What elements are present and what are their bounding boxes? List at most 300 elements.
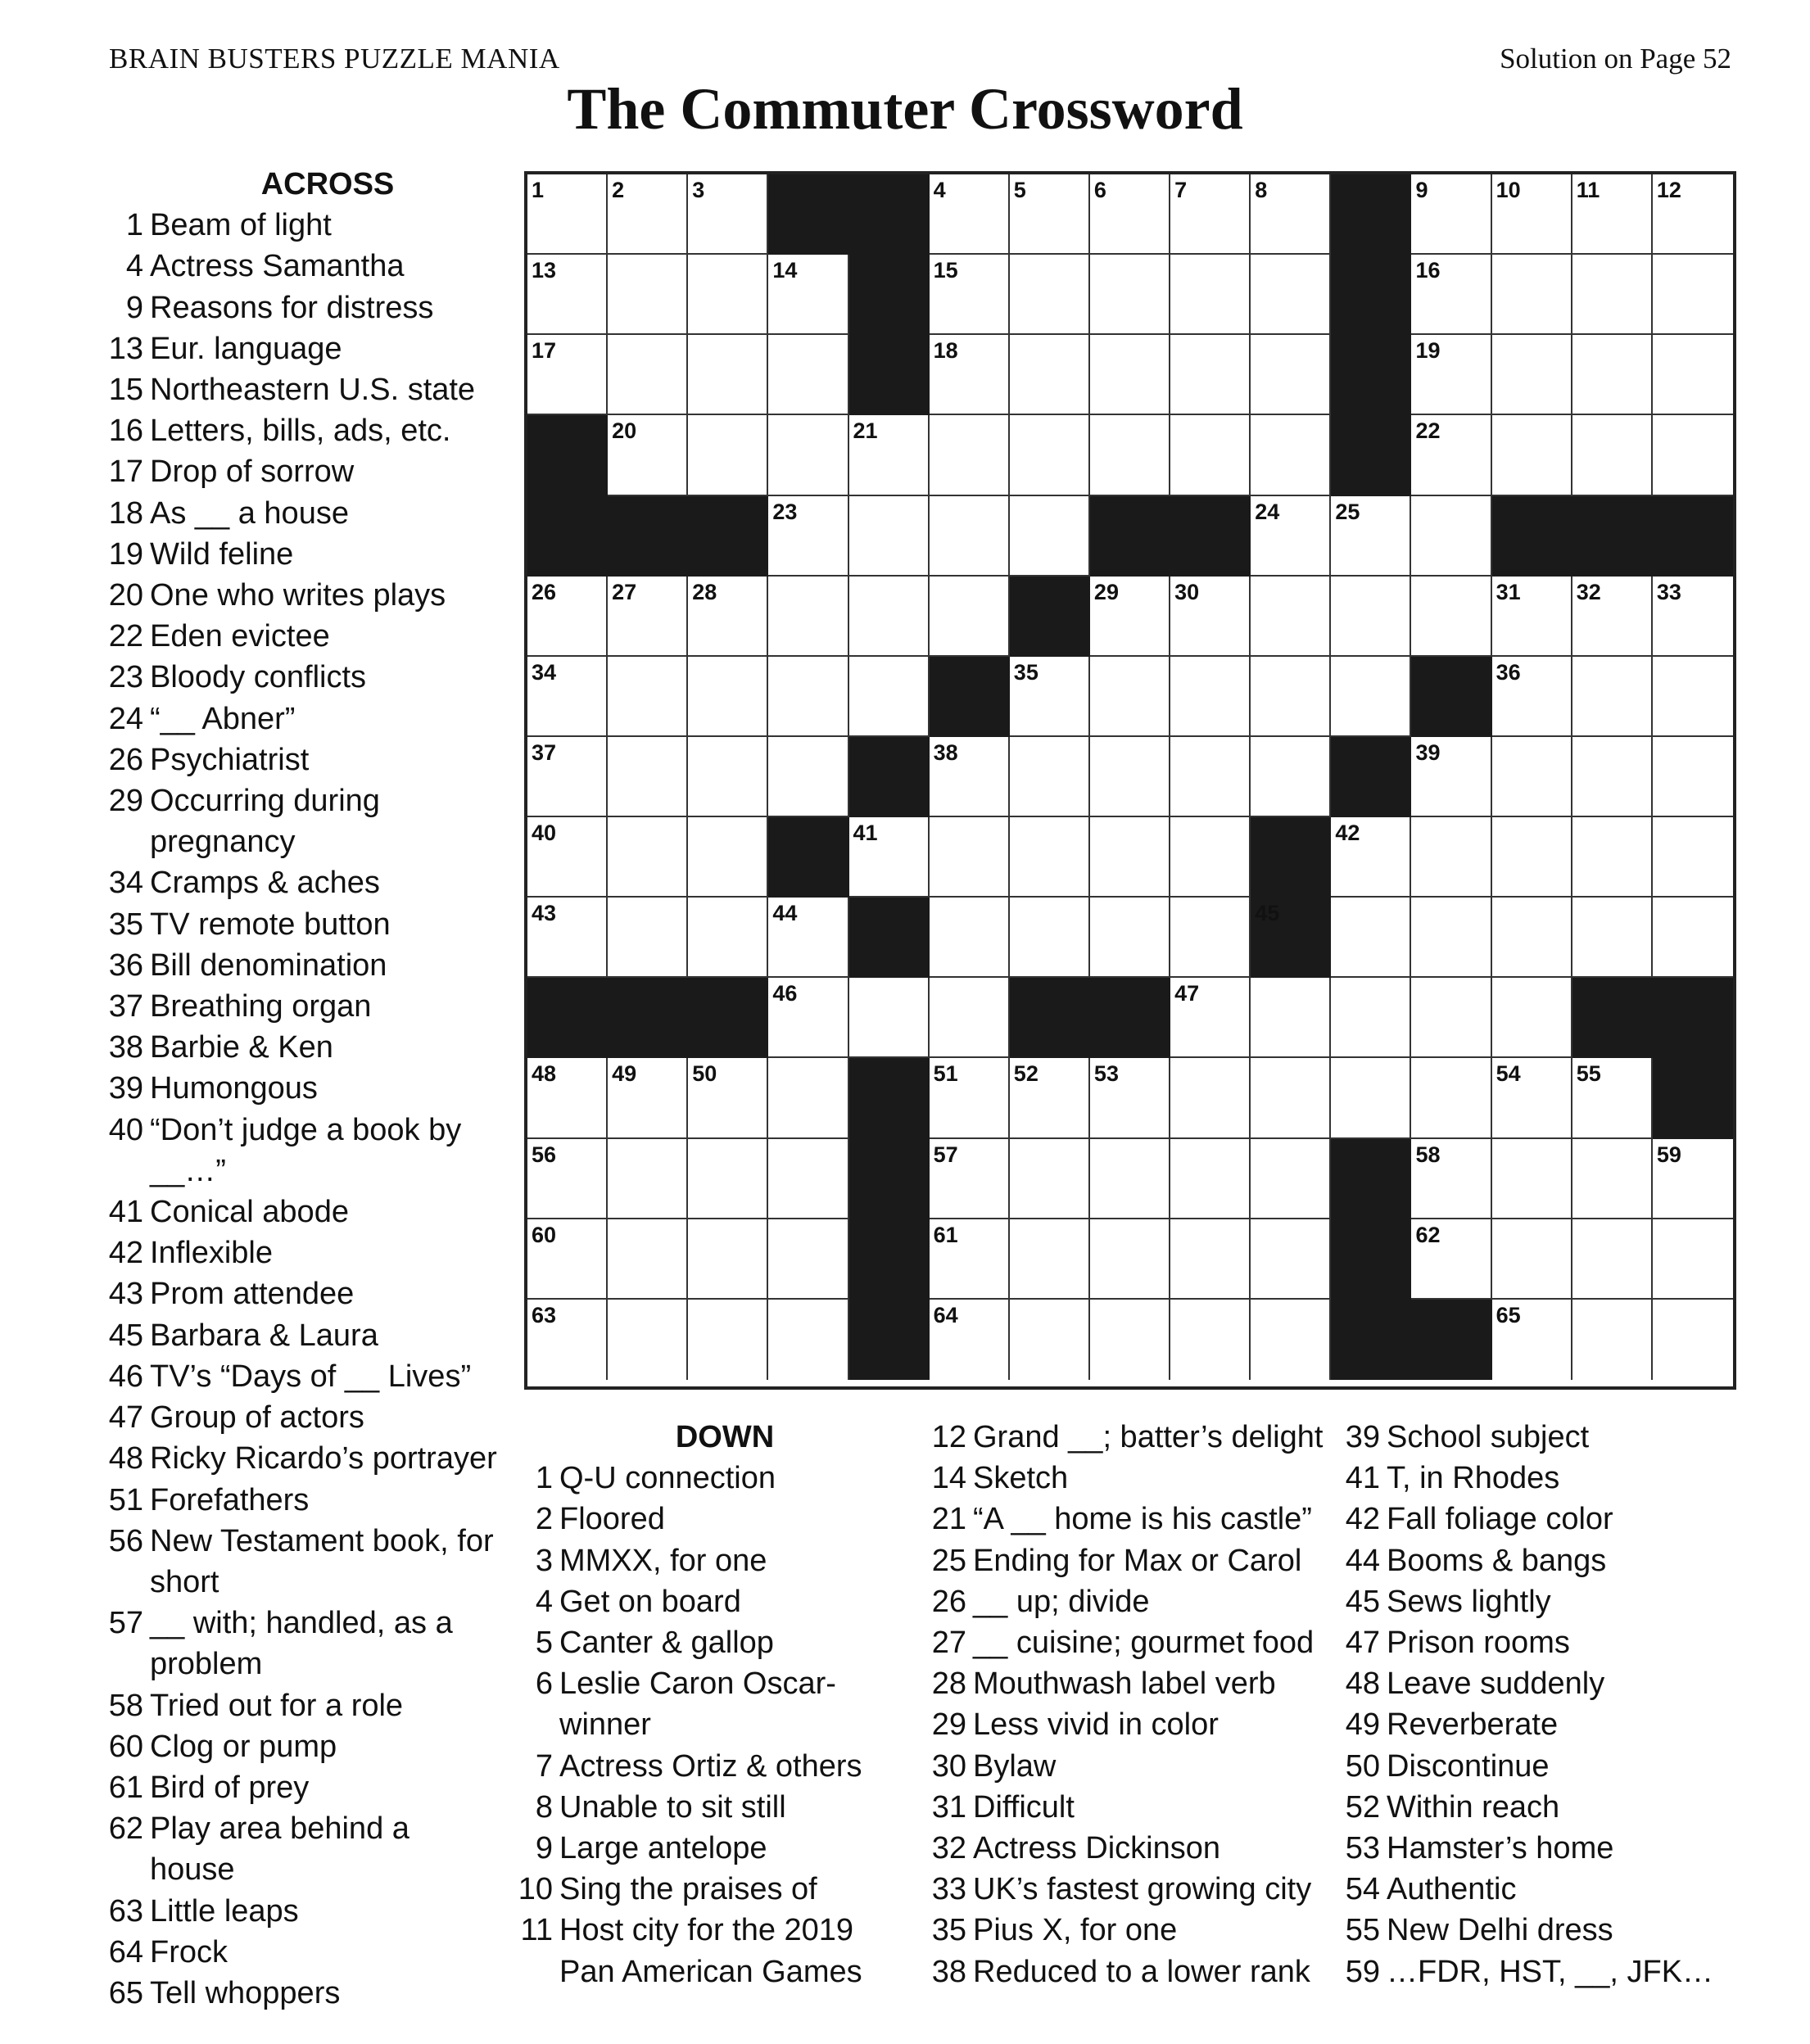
grid-cell[interactable] <box>930 1139 1010 1219</box>
grid-cell[interactable] <box>768 657 848 737</box>
grid-cell[interactable] <box>1653 657 1733 737</box>
grid-cell[interactable] <box>1251 1139 1331 1219</box>
clue-number: 31 <box>931 1789 966 1825</box>
grid-cell[interactable] <box>688 174 768 255</box>
grid-cell[interactable] <box>1170 657 1251 737</box>
clue-item <box>1343 1869 1753 1910</box>
clue-number: 17 <box>108 454 143 490</box>
grid-cell[interactable] <box>527 817 608 898</box>
grid-block <box>1010 577 1090 657</box>
clue-text: Bird of prey <box>150 1770 310 1805</box>
grid-cell[interactable] <box>1251 255 1331 335</box>
grid-cell[interactable] <box>1653 737 1733 817</box>
grid-cell[interactable] <box>688 1300 768 1380</box>
grid-cell[interactable] <box>1010 1300 1090 1380</box>
clue-number: 16 <box>108 414 143 449</box>
grid-cell[interactable] <box>1090 335 1170 415</box>
grid-cell[interactable] <box>1010 1219 1090 1300</box>
cell-number: 5 <box>1013 178 1026 202</box>
grid-cell[interactable] <box>608 335 688 415</box>
grid-cell[interactable] <box>1251 174 1331 255</box>
grid-cell[interactable] <box>1653 415 1733 495</box>
down-clues-column-1 <box>516 1417 901 1992</box>
down-heading: DOWN <box>675 1420 775 1454</box>
grid-cell[interactable] <box>930 415 1010 495</box>
grid-cell[interactable] <box>930 1219 1010 1300</box>
clue-item <box>106 493 500 534</box>
clue-number: 58 <box>108 1688 143 1723</box>
clue-number: 33 <box>931 1872 966 1907</box>
clue-number: 26 <box>108 742 143 777</box>
grid-cell[interactable] <box>1170 1300 1251 1380</box>
grid-cell[interactable] <box>1572 174 1653 255</box>
clue-text: Difficult <box>973 1789 1075 1825</box>
grid-cell[interactable] <box>1170 817 1251 898</box>
grid-cell[interactable] <box>930 335 1010 415</box>
cell-number: 34 <box>532 659 557 685</box>
clue-text: Discontinue <box>1387 1748 1550 1784</box>
grid-cell[interactable] <box>768 415 848 495</box>
clue-item <box>106 699 500 739</box>
grid-block <box>849 1139 930 1219</box>
clue-number: 40 <box>108 1112 143 1147</box>
grid-cell[interactable] <box>1492 577 1572 657</box>
clue-number: 34 <box>108 866 143 901</box>
clue-item <box>516 1622 901 1663</box>
clue-number: 59 <box>1345 1954 1380 1989</box>
cell-number: 39 <box>1415 739 1441 765</box>
grid-cell[interactable] <box>1492 174 1572 255</box>
grid-cell[interactable] <box>768 496 848 577</box>
grid-cell[interactable] <box>1010 898 1090 978</box>
clue-number: 39 <box>108 1071 143 1106</box>
grid-cell[interactable] <box>527 255 608 335</box>
grid-cell[interactable] <box>1492 415 1572 495</box>
clue-text: Mouthwash label verb <box>973 1666 1276 1702</box>
clue-item <box>930 1746 1331 1787</box>
grid-cell[interactable] <box>768 1300 848 1380</box>
grid-cell[interactable] <box>849 415 930 495</box>
grid-cell[interactable] <box>1251 657 1331 737</box>
grid-cell[interactable] <box>1090 1058 1170 1138</box>
grid-cell[interactable] <box>930 737 1010 817</box>
grid-cell[interactable] <box>1331 496 1411 577</box>
grid-cell[interactable] <box>768 1139 848 1219</box>
grid-cell[interactable] <box>1411 415 1491 495</box>
grid-cell[interactable] <box>1411 737 1491 817</box>
grid-cell[interactable] <box>1170 174 1251 255</box>
grid-cell[interactable] <box>930 898 1010 978</box>
grid-block <box>1331 1300 1411 1380</box>
grid-cell[interactable] <box>1572 577 1653 657</box>
grid-cell[interactable] <box>608 817 688 898</box>
clue-number: 14 <box>931 1461 966 1496</box>
grid-cell[interactable] <box>688 657 768 737</box>
grid-cell[interactable] <box>1572 255 1653 335</box>
clue-item <box>930 1581 1331 1622</box>
grid-cell[interactable] <box>1251 978 1331 1058</box>
across-clues <box>106 164 500 2014</box>
grid-cell[interactable] <box>688 737 768 817</box>
grid-block <box>930 657 1010 737</box>
grid-cell[interactable] <box>608 898 688 978</box>
grid-cell[interactable] <box>688 255 768 335</box>
cell-number: 64 <box>933 1302 958 1327</box>
grid-cell[interactable] <box>1251 1058 1331 1138</box>
clue-text: Reduced to a lower rank <box>973 1954 1310 1989</box>
clue-text: Cramps & aches <box>150 866 380 901</box>
grid-cell[interactable] <box>930 1300 1010 1380</box>
clue-text: “__ Abner” <box>150 701 296 736</box>
grid-cell[interactable] <box>768 577 848 657</box>
grid-cell[interactable] <box>608 174 688 255</box>
grid-cell[interactable] <box>1411 978 1491 1058</box>
grid-cell[interactable] <box>1653 577 1733 657</box>
clue-number: 63 <box>108 1893 143 1929</box>
clue-text: Breathing organ <box>150 989 372 1024</box>
grid-cell[interactable] <box>1492 817 1572 898</box>
clue-item <box>106 575 500 616</box>
grid-cell[interactable] <box>1251 1300 1331 1380</box>
grid-block <box>527 978 608 1058</box>
cell-number: 2 <box>612 178 625 202</box>
clue-number: 30 <box>931 1748 966 1784</box>
grid-cell[interactable] <box>527 174 608 255</box>
clue-text: Q-U connection <box>559 1461 776 1496</box>
clue-number: 4 <box>125 249 143 284</box>
cell-number: 23 <box>772 499 798 524</box>
grid-cell[interactable] <box>930 1058 1010 1138</box>
grid-cell[interactable] <box>768 335 848 415</box>
grid-cell[interactable] <box>1010 817 1090 898</box>
cell-number: 41 <box>853 821 878 846</box>
clue-item <box>516 1540 901 1581</box>
grid-block <box>1331 255 1411 335</box>
grid-cell[interactable] <box>1251 737 1331 817</box>
grid-cell[interactable] <box>930 817 1010 898</box>
grid-cell[interactable] <box>1572 1139 1653 1219</box>
grid-cell[interactable] <box>1572 1300 1653 1380</box>
grid-cell[interactable] <box>1251 1219 1331 1300</box>
grid-cell[interactable] <box>1251 496 1331 577</box>
clue-text: Frock <box>150 1934 228 1969</box>
grid-cell[interactable] <box>1572 898 1653 978</box>
grid-cell[interactable] <box>1492 1300 1572 1380</box>
grid-cell[interactable] <box>1492 978 1572 1058</box>
grid-cell[interactable] <box>849 577 930 657</box>
grid-cell[interactable] <box>527 577 608 657</box>
grid-cell[interactable] <box>1411 817 1491 898</box>
grid-cell[interactable] <box>768 898 848 978</box>
grid-block <box>608 978 688 1058</box>
grid-cell[interactable] <box>1572 335 1653 415</box>
clue-text: Group of actors <box>150 1400 364 1436</box>
grid-cell[interactable] <box>1170 415 1251 495</box>
grid-cell[interactable] <box>688 1219 768 1300</box>
grid-cell[interactable] <box>1572 415 1653 495</box>
grid-cell[interactable] <box>608 1219 688 1300</box>
clue-text: “Don’t judge a book by __…” <box>150 1112 462 1188</box>
clue-number: 43 <box>108 1277 143 1312</box>
grid-cell[interactable] <box>1411 1139 1491 1219</box>
clue-item <box>106 1973 500 2014</box>
cell-number: 31 <box>1496 579 1521 604</box>
clue-item <box>106 780 500 862</box>
clue-item <box>516 1910 901 1992</box>
grid-block <box>1653 1058 1733 1138</box>
clue-text: Reverberate <box>1387 1707 1559 1743</box>
clue-text: Clog or pump <box>150 1729 337 1764</box>
grid-cell[interactable] <box>1010 657 1090 737</box>
grid-cell[interactable] <box>930 978 1010 1058</box>
grid-cell[interactable] <box>527 1058 608 1138</box>
clue-item <box>516 1787 901 1828</box>
grid-cell[interactable] <box>849 817 930 898</box>
grid-cell[interactable] <box>1572 657 1653 737</box>
grid-cell[interactable] <box>527 1219 608 1300</box>
grid-cell[interactable] <box>688 898 768 978</box>
cell-number: 14 <box>772 258 798 283</box>
cell-number: 12 <box>1656 178 1681 202</box>
grid-cell[interactable] <box>1653 1300 1733 1380</box>
grid-cell[interactable] <box>1010 255 1090 335</box>
grid-cell[interactable] <box>1572 817 1653 898</box>
grid-cell[interactable] <box>1331 978 1411 1058</box>
clue-number: 21 <box>931 1502 966 1537</box>
clue-text: Get on board <box>559 1584 741 1619</box>
grid-cell[interactable] <box>768 1219 848 1300</box>
grid-block <box>1251 898 1331 978</box>
grid-cell[interactable] <box>1653 1139 1733 1219</box>
grid-cell[interactable] <box>1411 577 1491 657</box>
clue-number: 61 <box>108 1770 143 1805</box>
clue-text: Actress Dickinson <box>973 1831 1220 1866</box>
grid-cell[interactable] <box>1090 1300 1170 1380</box>
grid-cell[interactable] <box>527 898 608 978</box>
grid-cell[interactable] <box>1010 496 1090 577</box>
grid-cell[interactable] <box>930 496 1010 577</box>
grid-cell[interactable] <box>1010 415 1090 495</box>
clue-text: Sews lightly <box>1387 1584 1551 1619</box>
grid-cell[interactable] <box>1331 657 1411 737</box>
grid-cell[interactable] <box>1170 737 1251 817</box>
clue-text: Bylaw <box>973 1748 1057 1784</box>
grid-cell[interactable] <box>1411 898 1491 978</box>
grid-cell[interactable] <box>1090 817 1170 898</box>
grid-cell[interactable] <box>608 415 688 495</box>
grid-cell[interactable] <box>527 1300 608 1380</box>
grid-cell[interactable] <box>608 1139 688 1219</box>
clue-number: 29 <box>108 784 143 819</box>
grid-cell[interactable] <box>1170 978 1251 1058</box>
grid-cell[interactable] <box>1331 1058 1411 1138</box>
grid-cell[interactable] <box>527 657 608 737</box>
grid-cell[interactable] <box>1572 1058 1653 1138</box>
grid-block <box>849 335 930 415</box>
grid-cell[interactable] <box>608 1300 688 1380</box>
grid-cell[interactable] <box>930 255 1010 335</box>
grid-block <box>849 255 930 335</box>
cell-number: 38 <box>933 739 958 765</box>
grid-cell[interactable] <box>1653 335 1733 415</box>
clue-text: Letters, bills, ads, etc. <box>150 414 451 449</box>
down-clues-column-2 <box>930 1417 1331 1992</box>
solution-note: Solution on Page 52 <box>1500 43 1731 75</box>
grid-cell[interactable] <box>608 737 688 817</box>
grid-cell[interactable] <box>1411 1219 1491 1300</box>
clue-text: School subject <box>1387 1420 1590 1454</box>
grid-cell[interactable] <box>1090 174 1170 255</box>
cell-number: 27 <box>612 579 637 604</box>
cell-number: 48 <box>532 1061 557 1087</box>
grid-cell[interactable] <box>1010 737 1090 817</box>
grid-cell[interactable] <box>1090 737 1170 817</box>
grid-cell[interactable] <box>1090 898 1170 978</box>
grid-block <box>1572 496 1653 577</box>
clue-number: 47 <box>1345 1626 1380 1661</box>
grid-cell[interactable] <box>1411 335 1491 415</box>
grid-cell[interactable] <box>1492 335 1572 415</box>
grid-cell[interactable] <box>849 496 930 577</box>
grid-cell[interactable] <box>1331 898 1411 978</box>
cell-number: 60 <box>532 1222 557 1247</box>
grid-cell[interactable] <box>1090 255 1170 335</box>
grid-cell[interactable] <box>1090 577 1170 657</box>
clue-item <box>106 1480 500 1521</box>
grid-cell[interactable] <box>1653 255 1733 335</box>
grid-cell[interactable] <box>608 1058 688 1138</box>
grid-cell[interactable] <box>930 174 1010 255</box>
grid-cell[interactable] <box>1411 496 1491 577</box>
grid-cell[interactable] <box>608 255 688 335</box>
grid-cell[interactable] <box>1492 657 1572 737</box>
clue-number: 18 <box>108 495 143 531</box>
clue-text: Eden evictee <box>150 619 330 654</box>
grid-cell[interactable] <box>768 978 848 1058</box>
grid-cell[interactable] <box>688 1058 768 1138</box>
grid-cell[interactable] <box>527 1139 608 1219</box>
clue-text: Play area behind a house <box>150 1811 410 1888</box>
grid-cell[interactable] <box>768 255 848 335</box>
clue-item <box>1343 1622 1753 1663</box>
grid-cell[interactable] <box>1010 1058 1090 1138</box>
grid-cell[interactable] <box>1170 1219 1251 1300</box>
grid-cell[interactable] <box>1492 255 1572 335</box>
clue-text: Conical abode <box>150 1195 349 1230</box>
grid-cell[interactable] <box>1492 737 1572 817</box>
clue-number: 1 <box>535 1461 553 1496</box>
clue-item <box>106 287 500 328</box>
grid-cell[interactable] <box>1492 1219 1572 1300</box>
grid-cell[interactable] <box>1411 174 1491 255</box>
clue-text: Bloody conflicts <box>150 660 367 695</box>
grid-cell[interactable] <box>1170 335 1251 415</box>
grid-cell[interactable] <box>1411 1058 1491 1138</box>
cell-number: 30 <box>1174 579 1200 604</box>
grid-cell[interactable] <box>1331 577 1411 657</box>
cell-number: 15 <box>933 258 958 283</box>
grid-block <box>1411 657 1491 737</box>
grid-block <box>849 898 930 978</box>
grid-cell[interactable] <box>768 1058 848 1138</box>
clue-number: 35 <box>108 907 143 942</box>
clue-item <box>106 205 500 246</box>
clue-text: Reasons for distress <box>150 290 434 325</box>
grid-cell[interactable] <box>849 657 930 737</box>
grid-cell[interactable] <box>1090 415 1170 495</box>
clue-item <box>930 1622 1331 1663</box>
grid-cell[interactable] <box>1411 255 1491 335</box>
cell-number: 10 <box>1496 178 1521 202</box>
puzzle-title: The Commuter Crossword <box>567 76 1243 142</box>
grid-cell[interactable] <box>1653 174 1733 255</box>
grid-cell[interactable] <box>1010 335 1090 415</box>
cell-number: 52 <box>1013 1061 1038 1087</box>
grid-cell[interactable] <box>1090 1219 1170 1300</box>
grid-cell[interactable] <box>688 817 768 898</box>
cell-number: 8 <box>1255 178 1268 202</box>
clue-item <box>516 1663 901 1745</box>
grid-cell[interactable] <box>1010 174 1090 255</box>
grid-cell[interactable] <box>688 415 768 495</box>
grid-cell[interactable] <box>1170 255 1251 335</box>
grid-cell[interactable] <box>608 577 688 657</box>
grid-cell[interactable] <box>1492 1139 1572 1219</box>
grid-cell[interactable] <box>527 737 608 817</box>
clue-item <box>1343 1663 1753 1704</box>
clue-item <box>106 986 500 1027</box>
grid-cell[interactable] <box>1090 1139 1170 1219</box>
grid-cell[interactable] <box>1653 817 1733 898</box>
grid-block <box>849 1219 930 1300</box>
grid-cell[interactable] <box>1090 657 1170 737</box>
grid-cell[interactable] <box>688 1139 768 1219</box>
grid-cell[interactable] <box>1251 577 1331 657</box>
clue-text: Actress Ortiz & others <box>559 1748 862 1784</box>
grid-cell[interactable] <box>1170 898 1251 978</box>
clue-text: Northeastern U.S. state <box>150 373 476 408</box>
grid-cell[interactable] <box>1572 737 1653 817</box>
grid-cell[interactable] <box>1492 1058 1572 1138</box>
cell-number: 43 <box>532 901 557 926</box>
cell-number: 4 <box>933 178 946 202</box>
grid-cell[interactable] <box>930 577 1010 657</box>
grid-cell[interactable] <box>1170 577 1251 657</box>
grid-cell[interactable] <box>1572 1219 1653 1300</box>
grid-cell[interactable] <box>849 978 930 1058</box>
grid-cell[interactable] <box>688 335 768 415</box>
grid-cell[interactable] <box>1492 898 1572 978</box>
grid-cell[interactable] <box>1170 1139 1251 1219</box>
across-heading: ACROSS <box>260 167 395 201</box>
clue-item <box>106 616 500 657</box>
crossword-grid <box>524 171 1736 1390</box>
grid-cell[interactable] <box>1653 1219 1733 1300</box>
grid-cell[interactable] <box>1653 898 1733 978</box>
grid-cell[interactable] <box>1331 817 1411 898</box>
clue-number: 4 <box>535 1584 553 1619</box>
grid-cell[interactable] <box>1170 1058 1251 1138</box>
grid-cell[interactable] <box>527 335 608 415</box>
grid-cell[interactable] <box>608 657 688 737</box>
clue-item <box>1343 1910 1753 1951</box>
clue-item <box>930 1704 1331 1745</box>
grid-cell[interactable] <box>688 577 768 657</box>
grid-cell[interactable] <box>1251 415 1331 495</box>
grid-cell[interactable] <box>1251 335 1331 415</box>
grid-cell[interactable] <box>768 737 848 817</box>
grid-cell[interactable] <box>1010 1139 1090 1219</box>
